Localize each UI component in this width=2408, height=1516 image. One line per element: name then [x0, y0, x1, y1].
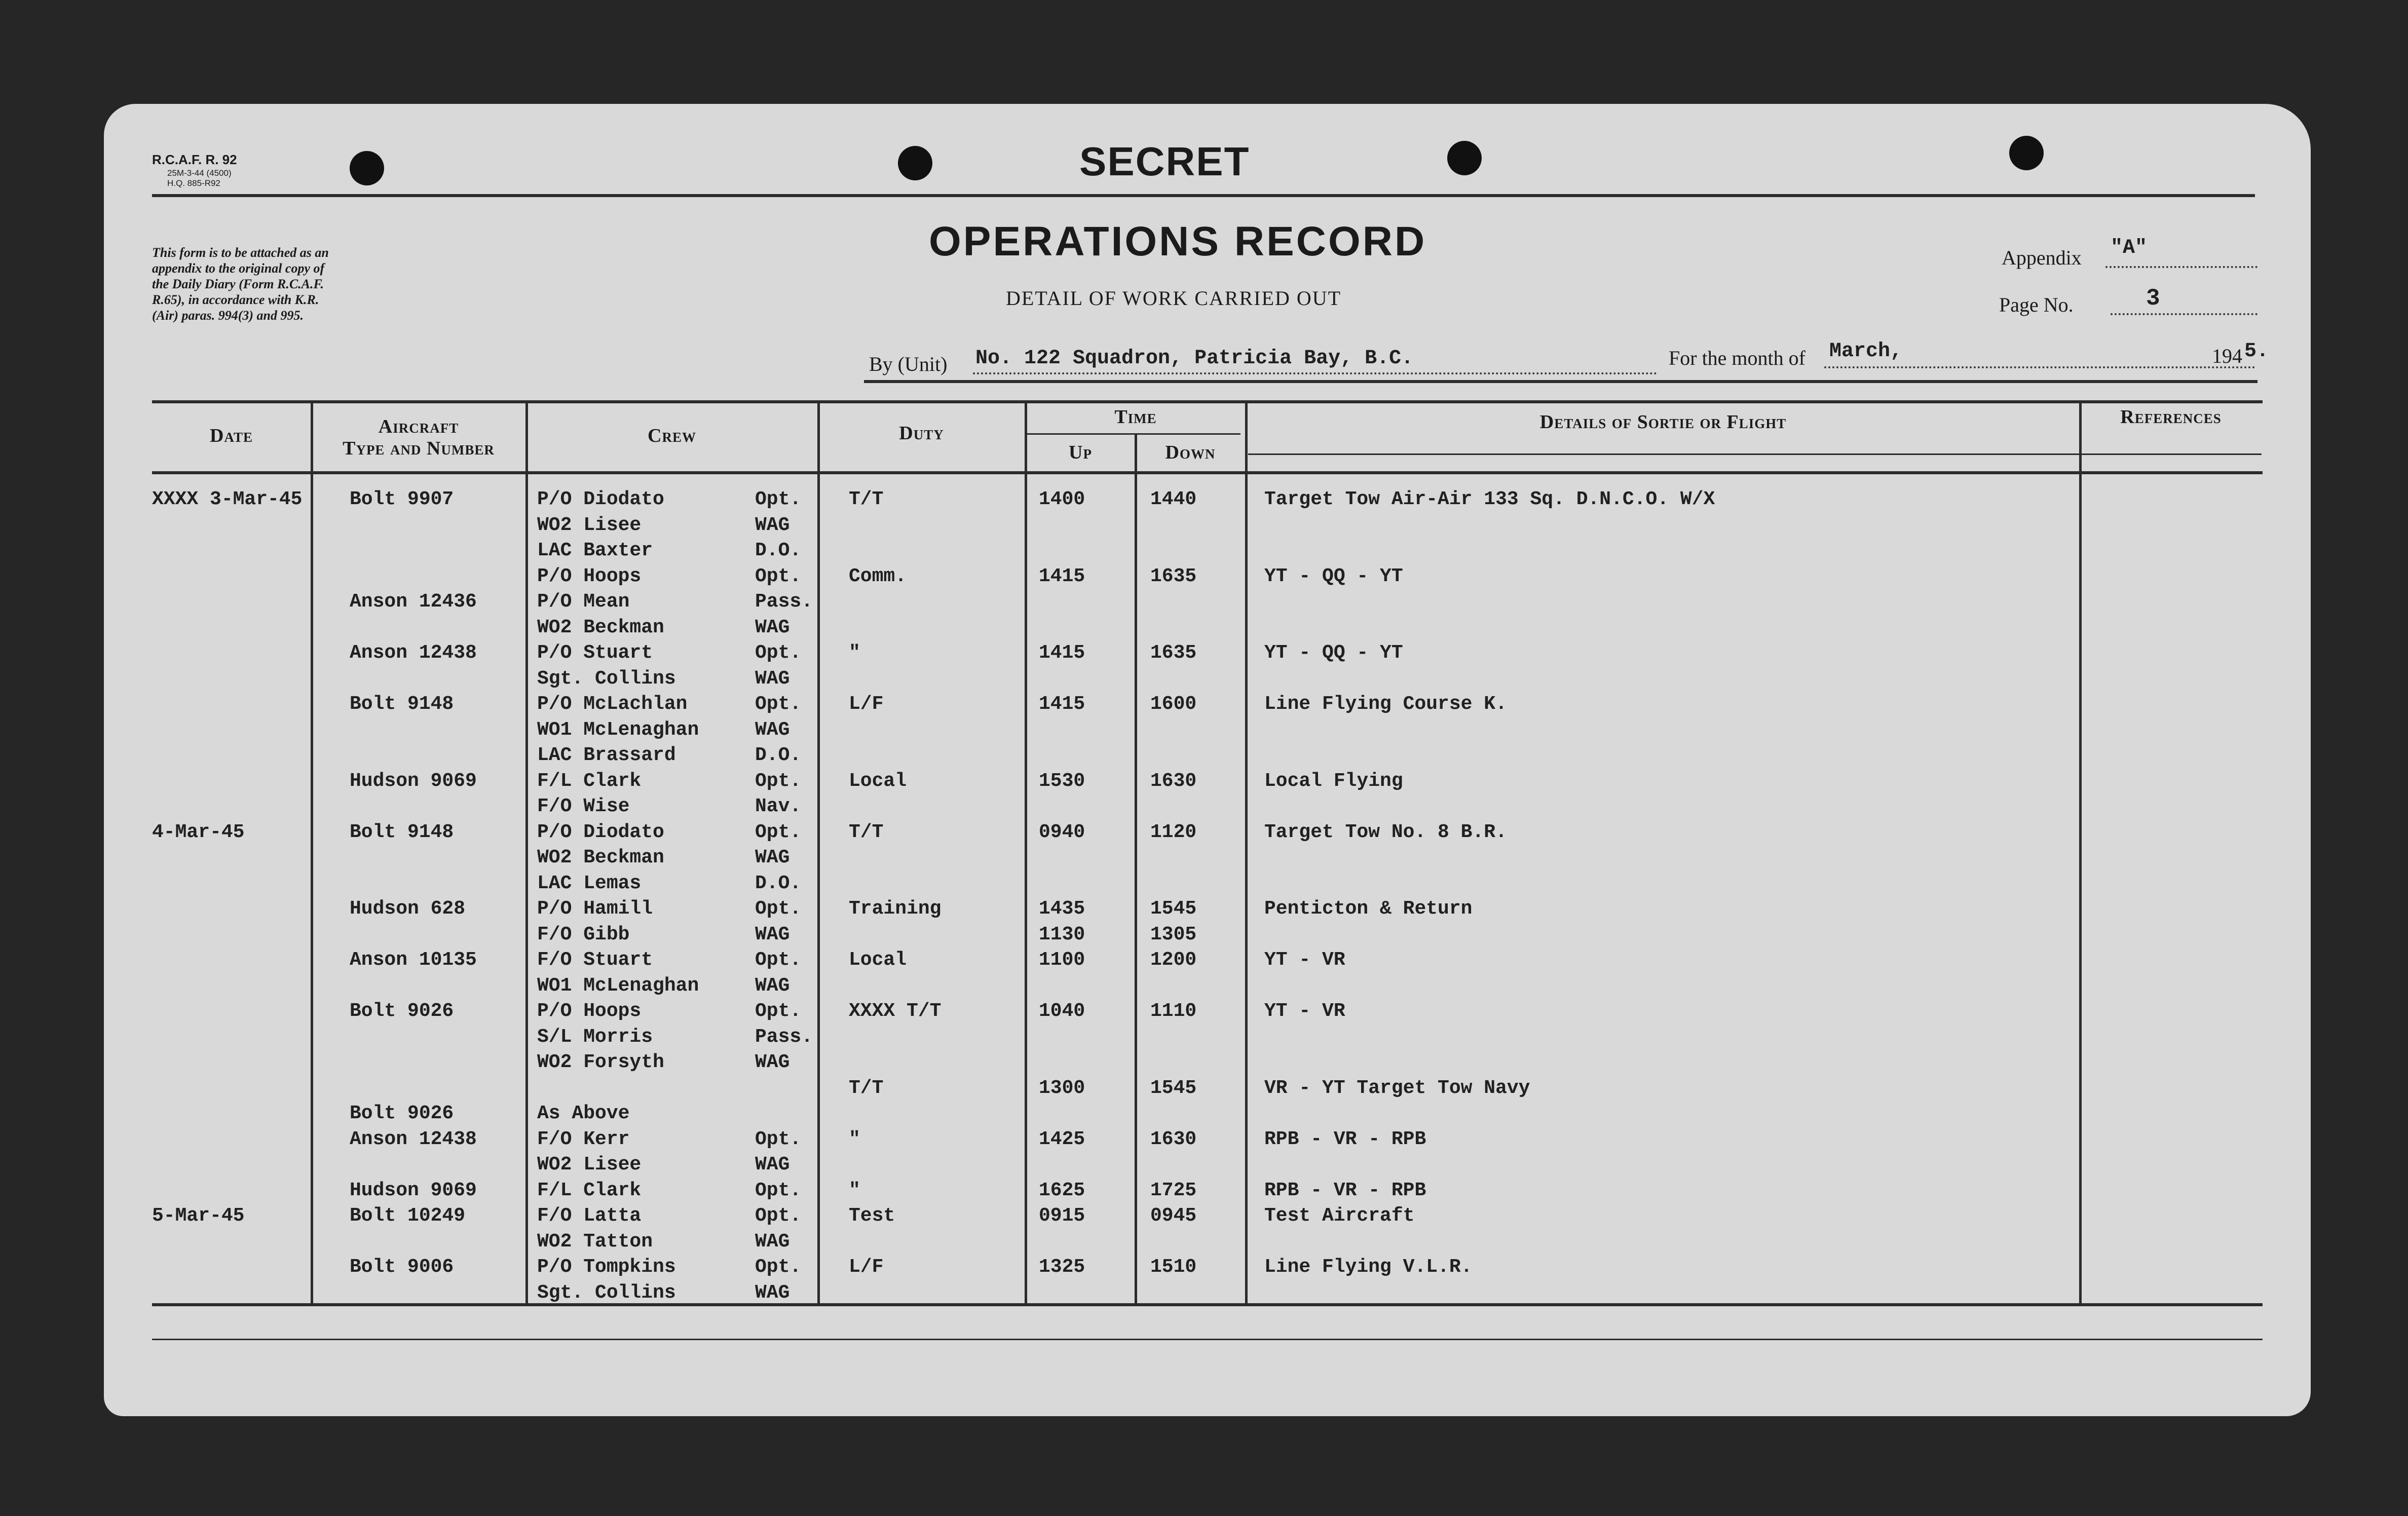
references-subrule: [2082, 453, 2262, 455]
table-row: [104, 744, 2311, 769]
table-row: [104, 616, 2311, 641]
appendix-dots: [2105, 266, 2258, 268]
page-label: Page No.: [1999, 293, 2074, 316]
unit-dots: [973, 372, 1657, 374]
row-crew: P/O Tompkins: [537, 1256, 676, 1278]
row-up: 1325: [1039, 1256, 1085, 1278]
row-role: WAG: [755, 847, 790, 868]
row-down: 1630: [1150, 770, 1197, 792]
table-row: [104, 1026, 2311, 1051]
row-crew: WO2 Forsyth: [537, 1051, 664, 1073]
row-crew: F/O Latta: [537, 1205, 642, 1227]
row-details: Test Aircraft: [1264, 1205, 1415, 1227]
aircraft-header: Aircraft: [378, 416, 459, 437]
table-row: [104, 770, 2311, 795]
row-date: 5-Mar-45: [152, 1205, 245, 1227]
row-role: Opt.: [755, 565, 802, 587]
row-duty: Local: [849, 949, 907, 971]
row-crew: WO1 McLenaghan: [537, 974, 699, 997]
row-down: 1440: [1150, 488, 1197, 510]
appendix-label: Appendix: [2002, 246, 2082, 269]
table-row: [104, 1281, 2311, 1307]
month-dots: [1824, 366, 2255, 368]
row-crew: F/O Gibb: [537, 923, 630, 945]
date-header: Date: [210, 425, 253, 446]
table-row: [104, 667, 2311, 693]
row-duty: XXXX T/T: [849, 1000, 942, 1022]
row-details: Target Tow No. 8 B.R.: [1264, 821, 1507, 843]
row-down: 1630: [1150, 1128, 1197, 1150]
row-role: Opt.: [755, 488, 802, 510]
form-title: OPERATIONS RECORD: [929, 218, 1427, 264]
row-role: Opt.: [755, 642, 802, 664]
header-rule: [864, 380, 2258, 383]
row-crew: F/O Wise: [537, 795, 630, 817]
year-prefix: 194: [2212, 345, 2242, 367]
row-role: WAG: [755, 616, 790, 638]
row-role: WAG: [755, 1230, 790, 1253]
row-crew: P/O Diodato: [537, 488, 664, 510]
table-row: [104, 718, 2311, 744]
form-instructions: [152, 245, 517, 323]
row-duty: ": [849, 642, 860, 664]
row-up: 1435: [1039, 898, 1085, 920]
row-down: 1725: [1150, 1179, 1197, 1201]
row-down: 1545: [1150, 1077, 1197, 1099]
row-aircraft: Anson 12436: [350, 591, 477, 613]
table-row: [104, 488, 2311, 513]
row-down: 1110: [1150, 1000, 1197, 1022]
table-row: [104, 1179, 2311, 1204]
row-aircraft: Bolt 9148: [350, 693, 454, 715]
details-subrule: [1248, 453, 2082, 455]
row-role: WAG: [755, 718, 790, 741]
row-up: 1425: [1039, 1128, 1085, 1150]
row-crew: F/O Stuart: [537, 949, 653, 971]
row-down: 1600: [1150, 693, 1197, 715]
row-down: 1305: [1150, 923, 1197, 945]
row-crew: F/L Clark: [537, 770, 642, 792]
table-row: [104, 1051, 2311, 1076]
row-aircraft: Anson 12438: [350, 642, 477, 664]
punch-hole: [1447, 141, 1482, 175]
table-row: [104, 1102, 2311, 1127]
row-aircraft: Anson 10135: [350, 949, 477, 971]
row-role: D.O.: [755, 872, 802, 894]
instruction-line: the Daily Diary (Form R.C.A.F.: [152, 277, 324, 291]
row-duty: ": [849, 1179, 860, 1201]
row-details: Penticton & Return: [1264, 898, 1473, 920]
table-row: [104, 514, 2311, 539]
up-header: Up: [1069, 442, 1092, 463]
row-duty: T/T: [849, 488, 884, 510]
row-details: Local Flying: [1264, 770, 1403, 792]
row-crew: P/O Hamill: [537, 898, 653, 920]
duty-header: Duty: [899, 423, 944, 444]
row-role: D.O.: [755, 540, 802, 561]
row-up: 0940: [1039, 821, 1085, 843]
row-crew: P/O McLachlan: [537, 693, 688, 715]
row-down: 1120: [1150, 821, 1197, 843]
table-row: [104, 693, 2311, 718]
row-role: Opt.: [755, 821, 802, 843]
row-aircraft: Bolt 9006: [350, 1256, 454, 1278]
row-role: Nav.: [755, 795, 802, 817]
row-aircraft: Anson 12438: [350, 1128, 477, 1150]
table-row: [104, 923, 2311, 949]
row-details: YT - VR: [1264, 1000, 1345, 1022]
table-row: [104, 1153, 2311, 1179]
row-duty: Test: [849, 1205, 895, 1227]
row-duty: Comm.: [849, 565, 907, 587]
appendix-value: "A": [2111, 237, 2148, 259]
row-up: 1415: [1039, 693, 1085, 715]
table-row: [104, 949, 2311, 974]
instruction-line: R.65), in accordance with K.R.: [152, 292, 319, 307]
row-aircraft: Hudson 9069: [350, 770, 477, 792]
table-row: [104, 846, 2311, 871]
unit-value: No. 122 Squadron, Patricia Bay, B.C.: [975, 347, 1414, 370]
row-details: VR - YT Target Tow Navy: [1264, 1077, 1530, 1099]
aircraft-subheader: Type and Number: [343, 438, 495, 459]
month-value: March,: [1829, 340, 1903, 363]
row-details: YT - QQ - YT: [1264, 565, 1403, 587]
table-row: [104, 539, 2311, 564]
row-down: 0945: [1150, 1205, 1197, 1227]
row-role: Opt.: [755, 693, 802, 715]
row-duty: ": [849, 1128, 860, 1150]
row-role: WAG: [755, 514, 790, 536]
table-row: [104, 821, 2311, 846]
row-duty: T/T: [849, 1077, 884, 1099]
table-row: [104, 1128, 2311, 1153]
table-row: [104, 897, 2311, 923]
row-crew: WO2 Tatton: [537, 1230, 653, 1253]
row-role: Opt.: [755, 1000, 802, 1022]
row-up: 1130: [1039, 923, 1085, 945]
row-details: Line Flying V.L.R.: [1264, 1256, 1473, 1278]
table-row: [104, 1077, 2311, 1102]
form-number: R.C.A.F. R. 92: [152, 152, 237, 167]
row-aircraft: Bolt 9026: [350, 1000, 454, 1022]
row-duty: Local: [849, 770, 907, 792]
punch-hole: [898, 146, 932, 180]
print-line-2: H.Q. 885-R92: [167, 178, 220, 188]
row-crew: LAC Brassard: [537, 744, 676, 766]
row-duty: T/T: [849, 821, 884, 843]
row-aircraft: Bolt 9026: [350, 1103, 454, 1124]
row-crew: P/O Diodato: [537, 821, 664, 843]
row-details: YT - VR: [1264, 949, 1345, 971]
row-role: Opt.: [755, 898, 802, 920]
row-role: WAG: [755, 1154, 790, 1176]
table-row: [104, 1230, 2311, 1256]
row-date: 4-Mar-45: [152, 821, 245, 843]
row-details: YT - QQ - YT: [1264, 642, 1403, 664]
row-up: 1100: [1039, 949, 1085, 971]
page-dots: [2111, 313, 2258, 315]
row-down: 1635: [1150, 642, 1197, 664]
row-down: 1635: [1150, 565, 1197, 587]
month-label: For the month of: [1669, 347, 1805, 369]
table-row: [104, 590, 2311, 616]
record-card: [104, 104, 2311, 1416]
row-crew: As Above: [537, 1103, 630, 1124]
row-up: 1040: [1039, 1000, 1085, 1022]
row-crew: WO2 Lisee: [537, 514, 642, 536]
row-duty: L/F: [849, 1256, 884, 1278]
row-aircraft: Hudson 628: [350, 898, 466, 920]
table-row: [104, 795, 2311, 820]
row-aircraft: Bolt 9148: [350, 821, 454, 843]
row-crew: P/O Hoops: [537, 1000, 642, 1022]
row-down: 1545: [1150, 898, 1197, 920]
row-crew: P/O Mean: [537, 591, 630, 613]
row-role: Pass.: [755, 591, 813, 613]
table-row: [104, 641, 2311, 667]
table-row: [104, 974, 2311, 1000]
row-details: RPB - VR - RPB: [1264, 1128, 1426, 1150]
punch-hole: [2009, 136, 2044, 170]
row-date: XXXX 3-Mar-45: [152, 488, 303, 510]
table-row: [104, 1204, 2311, 1230]
time-header: Time: [1114, 406, 1157, 428]
row-crew: LAC Baxter: [537, 540, 653, 561]
row-crew: P/O Hoops: [537, 565, 642, 587]
time-subrule: [1025, 433, 1240, 435]
row-up: 1300: [1039, 1077, 1085, 1099]
details-header: Details of Sortie or Flight: [1539, 411, 1787, 433]
row-details: Target Tow Air-Air 133 Sq. D.N.C.O. W/X: [1264, 488, 1715, 510]
table-row: [104, 565, 2311, 590]
row-details: RPB - VR - RPB: [1264, 1179, 1426, 1201]
row-crew: F/L Clark: [537, 1179, 642, 1201]
row-role: Opt.: [755, 1179, 802, 1201]
row-aircraft: Bolt 9907: [350, 488, 454, 510]
row-duty: Training: [849, 898, 942, 920]
top-rule: [152, 194, 2255, 197]
row-crew: P/O Stuart: [537, 642, 653, 664]
year-suffix: 5.: [2244, 340, 2269, 363]
row-crew: Sgt. Collins: [537, 667, 676, 690]
row-role: WAG: [755, 1281, 790, 1304]
row-crew: LAC Lemas: [537, 872, 642, 894]
row-up: 1530: [1039, 770, 1085, 792]
print-line-1: 25M-3-44 (4500): [167, 168, 232, 178]
row-crew: Sgt. Collins: [537, 1281, 676, 1304]
row-role: Opt.: [755, 949, 802, 971]
card-bottom-rule: [152, 1339, 2263, 1340]
crew-header: Crew: [648, 425, 696, 446]
row-role: WAG: [755, 923, 790, 945]
row-down: 1510: [1150, 1256, 1197, 1278]
row-role: Opt.: [755, 1256, 802, 1278]
down-header: Down: [1165, 442, 1216, 463]
row-up: 1415: [1039, 565, 1085, 587]
row-role: D.O.: [755, 744, 802, 766]
row-duty: L/F: [849, 693, 884, 715]
row-up: 1625: [1039, 1179, 1085, 1201]
row-crew: WO2 Lisee: [537, 1154, 642, 1176]
row-crew: S/L Morris: [537, 1026, 653, 1048]
instruction-line: (Air) paras. 994(3) and 995.: [152, 308, 304, 323]
row-role: WAG: [755, 1051, 790, 1073]
table-row: [104, 872, 2311, 897]
instruction-line: This form is to be attached as an: [152, 245, 329, 260]
row-role: WAG: [755, 667, 790, 690]
security-marking: SECRET: [1079, 139, 1250, 184]
row-role: Pass.: [755, 1026, 813, 1048]
row-aircraft: Hudson 9069: [350, 1179, 477, 1201]
column-header-rule: [152, 471, 2263, 474]
row-crew: WO2 Beckman: [537, 847, 664, 868]
row-role: Opt.: [755, 1205, 802, 1227]
row-up: 1415: [1039, 642, 1085, 664]
page-value: 3: [2146, 285, 2160, 312]
row-crew: WO1 McLenaghan: [537, 718, 699, 741]
instruction-line: appendix to the original copy of: [152, 261, 325, 276]
row-crew: WO2 Beckman: [537, 616, 664, 638]
row-aircraft: Bolt 10249: [350, 1205, 466, 1227]
row-role: Opt.: [755, 770, 802, 792]
row-details: Line Flying Course K.: [1264, 693, 1507, 715]
row-role: WAG: [755, 974, 790, 997]
form-subtitle: DETAIL OF WORK CARRIED OUT: [1006, 287, 1342, 310]
row-up: 1400: [1039, 488, 1085, 510]
unit-label: By (Unit): [869, 353, 948, 375]
references-header: References: [2120, 406, 2222, 428]
row-role: Opt.: [755, 1128, 802, 1150]
row-crew: F/O Kerr: [537, 1128, 630, 1150]
row-up: 0915: [1039, 1205, 1085, 1227]
table-row: [104, 1000, 2311, 1025]
row-down: 1200: [1150, 949, 1197, 971]
table-top-rule: [152, 400, 2263, 403]
punch-hole: [350, 151, 384, 185]
table-row: [104, 1256, 2311, 1281]
